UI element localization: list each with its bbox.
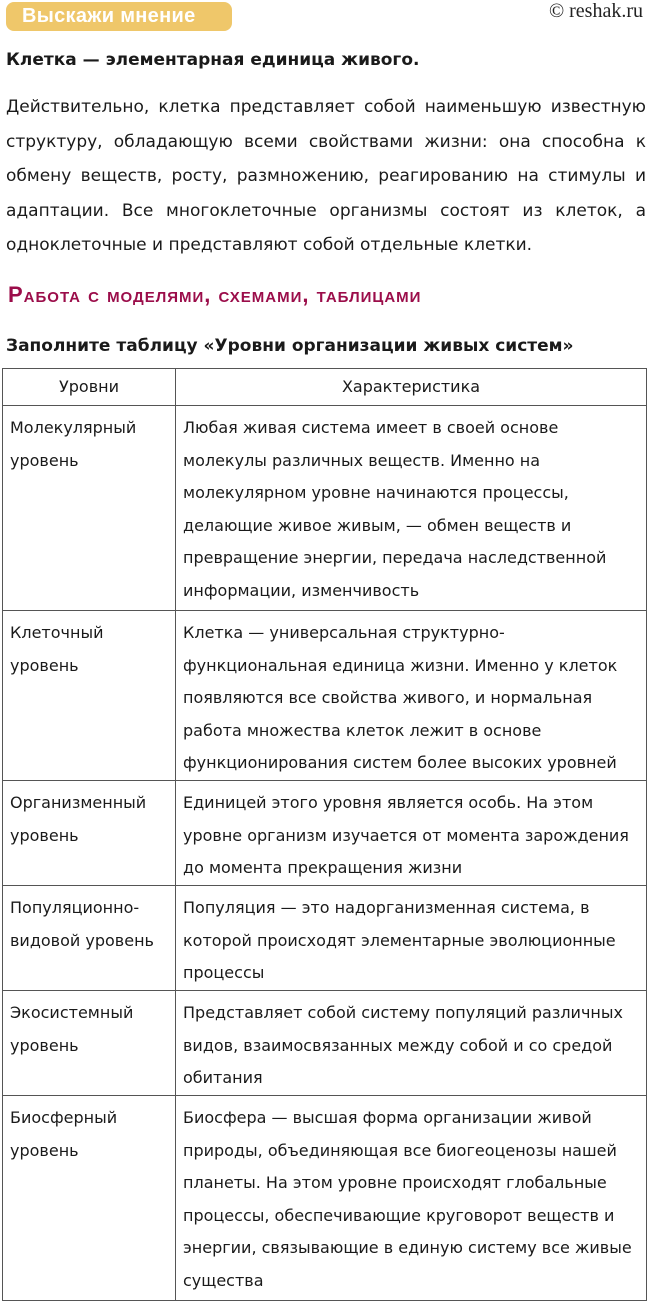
table-row (3, 1096, 647, 1301)
characteristic-cell: Единицей этого уровня является особь. На этом уровне организм изучается от момента зарождения до момента прекращения жизни (176, 781, 647, 886)
table-row (3, 886, 647, 991)
task-title: Заполните таблицу «Уровни организации живых систем» (6, 336, 574, 356)
section-title: Работа с моделями, схемами, таблицами (8, 282, 422, 307)
table-header (3, 369, 647, 406)
level-cell: Клеточный уровень (3, 611, 176, 781)
header-characteristic: Характеристика (176, 369, 647, 406)
table-row (3, 781, 647, 886)
characteristic-cell: Любая живая система имеет в своей основе молекулы различных веществ. Именно на молекулярном уровне начинаются процессы, делающие живое живым, — обмен веществ и превращение энергии, передача наследственной информации, изменчивость (176, 406, 647, 611)
paragraph: Действительно, клетка представляет собой наименьшую известную структуру, обладающую всеми свойствами жизни: она способна к обмену веществ, росту, размножению, реагированию на стимулы и адаптации. Все многоклеточные организмы состоят из клеток, а одноклеточные и представляют собой отдельные клетки. (6, 97, 646, 255)
characteristic-cell: Представляет собой систему популяций различных видов, взаимосвязанных между собой и со средой обитания (176, 991, 647, 1096)
opinion-badge: Выскажи мнение (6, 2, 232, 31)
characteristic-cell: Клетка — универсальная структурно-функциональная единица жизни. Именно у клеток появляются все свойства живого, и нормальная работа множества клеток лежит в основе функционирования систем более высоких уровней (176, 611, 647, 781)
table-row (3, 991, 647, 1096)
table-row (3, 406, 647, 611)
level-cell: Организменный уровень (3, 781, 176, 886)
table-row (3, 611, 647, 781)
level-cell: Популяционно-видовой уровень (3, 886, 176, 991)
level-cell: Экосистемный уровень (3, 991, 176, 1096)
characteristic-cell: Биосфера — высшая форма организации живой природы, объединяющая все биогеоценозы нашей планеты. На этом уровне происходят глобальные процессы, обеспечивающие круговорот веществ и энергии, связывающие в единую систему все живые существа (176, 1096, 647, 1301)
subtitle: Клетка — элементарная единица живого. (6, 50, 420, 70)
copyright: © reshak.ru (548, 0, 643, 22)
level-cell: Молекулярный уровень (3, 406, 176, 611)
levels-table (2, 368, 647, 1301)
characteristic-cell: Популяция — это надорганизменная система, в которой происходят элементарные эволюционные процессы (176, 886, 647, 991)
header-levels: Уровни (3, 369, 176, 406)
level-cell: Биосферный уровень (3, 1096, 176, 1301)
